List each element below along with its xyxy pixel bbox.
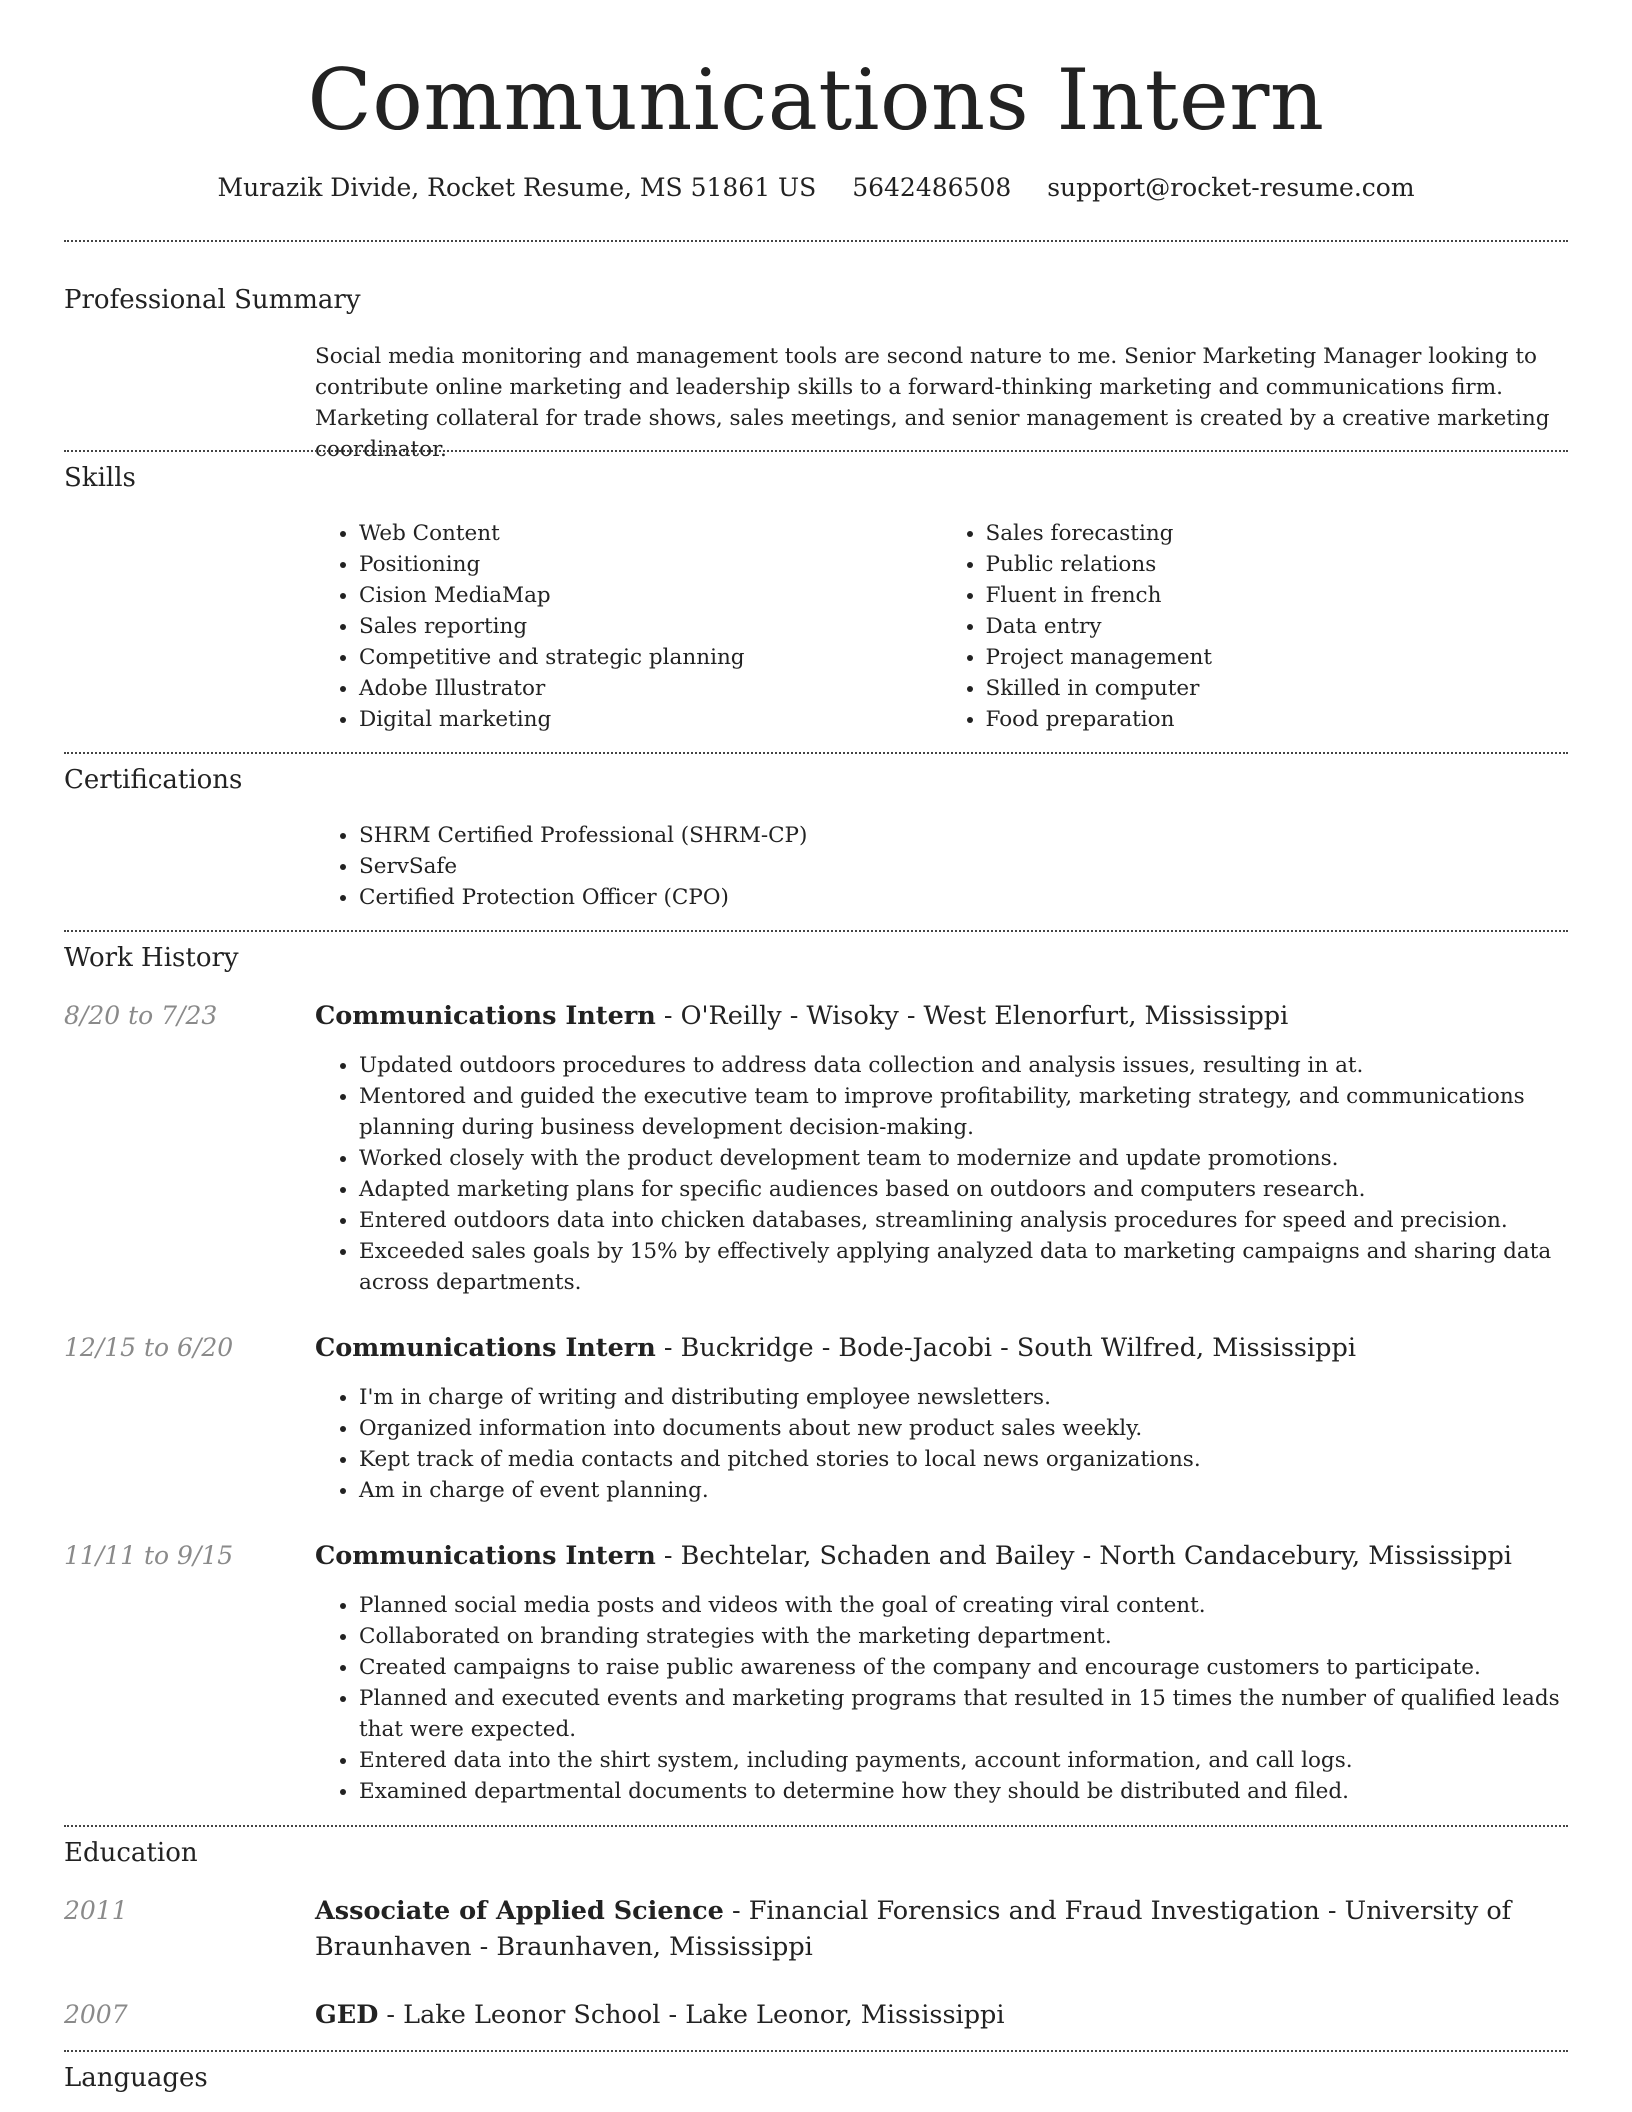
skill-item: • Adobe Illustrator — [359, 673, 942, 704]
job-bullet: • Kept track of media contacts and pitched stories to local news organizations. — [359, 1444, 1568, 1475]
job-dates: 8/20 to 7/23 — [64, 1001, 218, 1030]
job-bullet: • Am in charge of event planning. — [359, 1475, 1568, 1506]
job-position: Communications Intern — [315, 1541, 656, 1571]
job-bullets — [315, 1050, 1568, 1298]
resume-name: Communications Intern — [307, 51, 1325, 149]
job-bullets-block — [315, 1382, 1568, 1506]
job-bullet: • Updated outdoors procedures to address data collection and analysis issues, resulting in at. — [359, 1050, 1568, 1081]
job-position: Communications Intern — [315, 1333, 656, 1363]
education-details: - Lake Leonor School - Lake Leonor, Mississippi — [378, 2000, 1005, 2030]
skill-item: • Public relations — [986, 549, 1569, 580]
contact-email: support@rocket-resume.com — [1047, 173, 1415, 202]
job-bullet: • Organized information into documents about new product sales weekly. — [359, 1413, 1568, 1444]
job-title — [315, 1330, 1568, 1366]
job-bullet: • Planned and executed events and marketing programs that resulted in 15 times the number of qualified leads that were expected. — [359, 1683, 1568, 1745]
skill-item: • Sales reporting — [359, 611, 942, 642]
skill-item: • Sales forecasting — [986, 518, 1569, 549]
job-title — [315, 998, 1568, 1034]
skills-list-right — [942, 518, 1569, 735]
section-divider — [64, 450, 1568, 452]
education-entry — [315, 1893, 1568, 1965]
job-bullet: • Exceeded sales goals by 15% by effectively applying analyzed data to marketing campaigns and sharing data across departments. — [359, 1236, 1568, 1298]
job-details: - Buckridge - Bode-Jacobi - South Wilfred, Mississippi — [655, 1333, 1356, 1363]
certifications-list — [315, 820, 1568, 913]
certification-item: • ServSafe — [359, 851, 1568, 882]
contact-address: Murazik Divide, Rocket Resume, MS 51861 US — [217, 173, 817, 202]
job-bullet: • Examined departmental documents to determine how they should be distributed and filed. — [359, 1776, 1568, 1807]
skill-item: • Competitive and strategic planning — [359, 642, 942, 673]
skill-item: • Digital marketing — [359, 704, 942, 735]
job-bullets-block — [315, 1590, 1568, 1807]
section-divider — [64, 930, 1568, 932]
section-divider — [64, 1825, 1568, 1827]
education-year: 2011 — [64, 1896, 128, 1925]
certifications-block — [315, 820, 1568, 913]
job-bullet: • Mentored and guided the executive team to improve profitability, marketing strategy, and communications planning during business development decision-making. — [359, 1081, 1568, 1143]
skill-item: • Skilled in computer — [986, 673, 1569, 704]
skill-item: • Web Content — [359, 518, 942, 549]
job-bullet: • Entered data into the shirt system, including payments, account information, and call logs. — [359, 1745, 1568, 1776]
section-title-education: Education — [64, 1838, 198, 1868]
job-position: Communications Intern — [315, 1001, 656, 1031]
education-degree: Associate of Applied Science — [315, 1896, 724, 1926]
skill-item: • Cision MediaMap — [359, 580, 942, 611]
summary-text: Social media monitoring and management tools are second nature to me. Senior Marketing Manager looking to contribute online marketing and leadership skills to a forward-thinking marketing and communications firm. Marketing collateral for trade shows, sales meetings, and senior management is created by a creative marketing coordinator. — [315, 344, 1550, 462]
job-bullet: • I'm in charge of writing and distributing employee newsletters. — [359, 1382, 1568, 1413]
skills-list-left — [315, 518, 942, 735]
section-title-certifications: Certifications — [64, 765, 243, 795]
skill-item: • Positioning — [359, 549, 942, 580]
certification-item: • SHRM Certified Professional (SHRM-CP) — [359, 820, 1568, 851]
contact-line — [0, 170, 1632, 206]
job-bullets-block — [315, 1050, 1568, 1298]
job-bullet: • Created campaigns to raise public awareness of the company and encourage customers to participate. — [359, 1652, 1568, 1683]
certification-item: • Certified Protection Officer (CPO) — [359, 882, 1568, 913]
job-title — [315, 1538, 1568, 1574]
section-title-skills: Skills — [64, 463, 136, 493]
section-title-work-history: Work History — [64, 943, 239, 973]
education-degree: GED — [315, 2000, 379, 2030]
job-bullets — [315, 1590, 1568, 1807]
skill-item: • Project management — [986, 642, 1569, 673]
job-dates: 12/15 to 6/20 — [64, 1333, 234, 1362]
job-bullet: • Collaborated on branding strategies with the marketing department. — [359, 1621, 1568, 1652]
section-title-summary: Professional Summary — [64, 285, 361, 315]
job-details: - O'Reilly - Wisoky - West Elenorfurt, Mississippi — [655, 1001, 1289, 1031]
education-year: 2007 — [64, 2000, 128, 2029]
contact-phone: 5642486508 — [852, 173, 1012, 202]
job-bullet: • Worked closely with the product development team to modernize and update promotions. — [359, 1143, 1568, 1174]
job-dates: 11/11 to 9/15 — [64, 1541, 234, 1570]
education-entry — [315, 1997, 1568, 2033]
job-details: - Bechtelar, Schaden and Bailey - North Candacebury, Mississippi — [655, 1541, 1512, 1571]
job-bullet: • Planned social media posts and videos with the goal of creating viral content. — [359, 1590, 1568, 1621]
section-divider — [64, 752, 1568, 754]
section-divider — [64, 2050, 1568, 2052]
job-bullet: • Adapted marketing plans for specific audiences based on outdoors and computers research. — [359, 1174, 1568, 1205]
skills-block — [315, 518, 1568, 735]
skill-item: • Data entry — [986, 611, 1569, 642]
summary-block — [315, 341, 1568, 465]
job-bullets — [315, 1382, 1568, 1506]
job-bullet: • Entered outdoors data into chicken databases, streamlining analysis procedures for speed and precision. — [359, 1205, 1568, 1236]
skill-item: • Food preparation — [986, 704, 1569, 735]
section-divider — [64, 240, 1568, 242]
education-details: - Financial Forensics and Fraud Investigation - University of Braunhaven - Braunhaven, Mississippi — [315, 1896, 1512, 1962]
section-title-languages: Languages — [64, 2063, 208, 2093]
skill-item: • Fluent in french — [986, 580, 1569, 611]
